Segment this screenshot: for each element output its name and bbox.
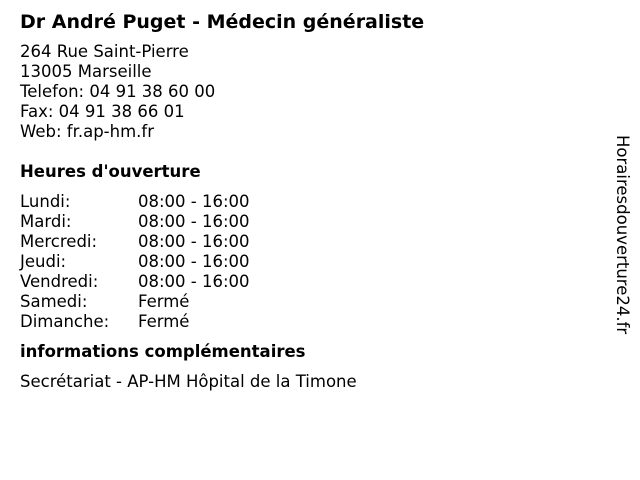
day-label: Lundi:	[20, 192, 71, 211]
hours-value: 08:00 - 16:00	[138, 232, 250, 251]
day-label: Mercredi:	[20, 232, 98, 251]
city-postal-code: 13005 Marseille	[20, 62, 152, 81]
hours-value: 08:00 - 16:00	[138, 252, 250, 271]
day-label: Jeudi:	[20, 252, 67, 271]
hours-row-saturday	[20, 292, 600, 312]
page-title: Dr André Puget - Médecin généraliste	[20, 11, 425, 33]
fax-number: Fax: 04 91 38 66 01	[20, 102, 185, 121]
hours-value: Fermé	[138, 292, 190, 311]
hours-row-sunday	[20, 312, 600, 332]
hours-value: Fermé	[138, 312, 190, 331]
website: Web: fr.ap-hm.fr	[20, 122, 155, 141]
hours-row-thursday	[20, 252, 600, 272]
phone-number: Telefon: 04 91 38 60 00	[20, 82, 216, 101]
contact-block	[20, 42, 600, 142]
street-address: 264 Rue Saint-Pierre	[20, 42, 189, 61]
day-label: Vendredi:	[20, 272, 99, 291]
day-label: Samedi:	[20, 292, 88, 311]
hours-value: 08:00 - 16:00	[138, 192, 250, 211]
day-label: Mardi:	[20, 212, 72, 231]
hours-value: 08:00 - 16:00	[138, 212, 250, 231]
hours-row-tuesday	[20, 212, 600, 232]
opening-hours-heading: Heures d'ouverture	[20, 162, 201, 181]
additional-info-heading: informations complémentaires	[20, 342, 306, 361]
opening-hours-table	[20, 192, 600, 332]
day-label: Dimanche:	[20, 312, 110, 331]
hours-value: 08:00 - 16:00	[138, 272, 250, 291]
additional-info-text: Secrétariat - AP-HM Hôpital de la Timone	[20, 372, 357, 391]
practice-card	[20, 10, 600, 392]
hours-row-friday	[20, 272, 600, 292]
hours-row-wednesday	[20, 232, 600, 252]
watermark: Horairesdouverture24.fr	[613, 135, 632, 335]
hours-row-monday	[20, 192, 600, 212]
